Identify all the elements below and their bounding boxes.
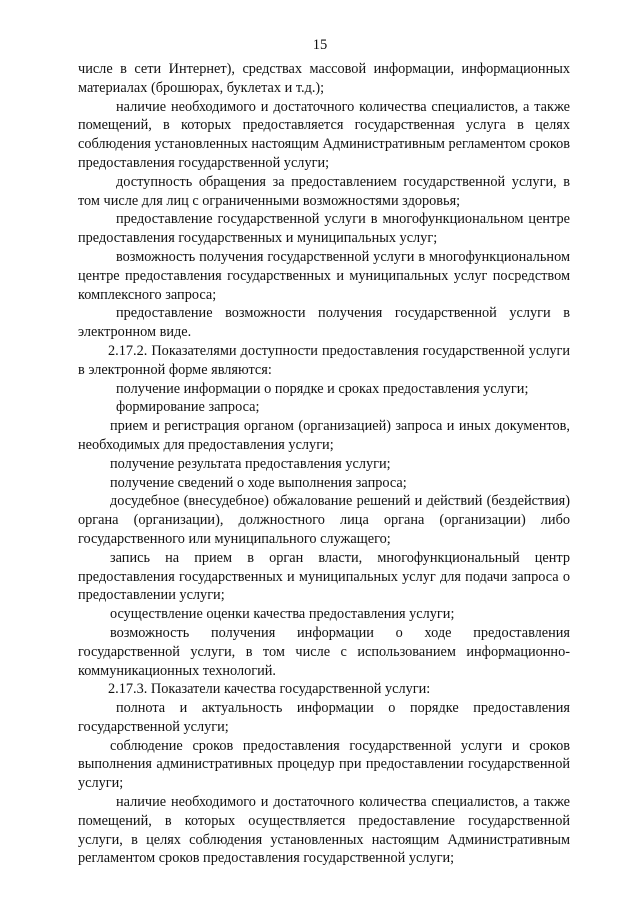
paragraph-continuation: числе в сети Интернет), средствах массовой информации, информационных материалах (брошюрах, буклетах и т.д.); <box>78 61 570 96</box>
paragraph-electronic-form: предоставление возможности получения государственной услуги в электронном виде. <box>78 305 570 341</box>
paragraph-result-receipt: получение результата предоставления услуги; <box>110 455 391 472</box>
section-2-17-3: 2.17.3. Показатели качества государственной услуги: <box>108 681 431 698</box>
document-body <box>78 60 570 868</box>
paragraph-deadlines: соблюдение сроков предоставления государственной услуги и сроков выполнения административных процедур при предоставлении государственной услуги; <box>78 737 570 792</box>
paragraph-specialists-quality: наличие необходимого и достаточного количества специалистов, а также помещений, в которых осуществляется предоставление государственной услуги, в целях соблюдения установленных настоящим Административным регламентом сроков предоставления государственной услуги; <box>78 794 570 867</box>
paragraph-request-status: получение сведений о ходе выполнения запроса; <box>110 474 407 491</box>
paragraph-request-forming: формирование запроса; <box>116 399 260 416</box>
paragraph-accessibility: доступность обращения за предоставлением государственной услуги, в том числе для лиц с ограниченными возможностями здоровья; <box>78 173 570 209</box>
paragraph-mfc-complex-request: возможность получения государственной услуги в многофункциональном центре предоставления государственных и муниципальных услуг посредством комплексного запроса; <box>78 248 570 303</box>
paragraph-info-completeness: полнота и актуальность информации о порядке предоставления государственной услуги; <box>78 700 570 735</box>
paragraph-appeal: досудебное (внесудебное) обжалование решений и действий (бездействия) органа (организации), должностного лица органа (организации) либо государственного или муниципального служащего; <box>78 493 570 547</box>
paragraph-progress-info: возможность получения информации о ходе предоставления государственной услуги, в том числе с использованием информационно-коммуникационных технологий. <box>78 624 570 679</box>
page-number: 15 <box>312 37 328 53</box>
paragraph-specialists-premises: наличие необходимого и достаточного количества специалистов, а также помещений, в которых предоставляется государственная услуга в целях соблюдения установленных настоящим Административным регламентом сроков предоставления государственной услуги; <box>78 98 570 171</box>
paragraph-info-order: получение информации о порядке и сроках предоставления услуги; <box>116 380 529 397</box>
paragraph-quality-assessment: осуществление оценки качества предоставления услуги; <box>110 606 455 623</box>
paragraph-mfc-service: предоставление государственной услуги в многофункциональном центре предоставления государственных и муниципальных услуг; <box>78 211 570 247</box>
section-2-17-2: 2.17.2. Показателями доступности предоставления государственной услуги в электронной форме являются: <box>78 342 570 378</box>
paragraph-request-registration: прием и регистрация органом (организацией) запроса и иных документов, необходимых для предоставления услуги; <box>78 418 570 453</box>
paragraph-appointment: запись на прием в орган власти, многофункциональный центр предоставления государственных и муниципальных услуг для подачи запроса о предоставлении услуги; <box>78 549 570 604</box>
